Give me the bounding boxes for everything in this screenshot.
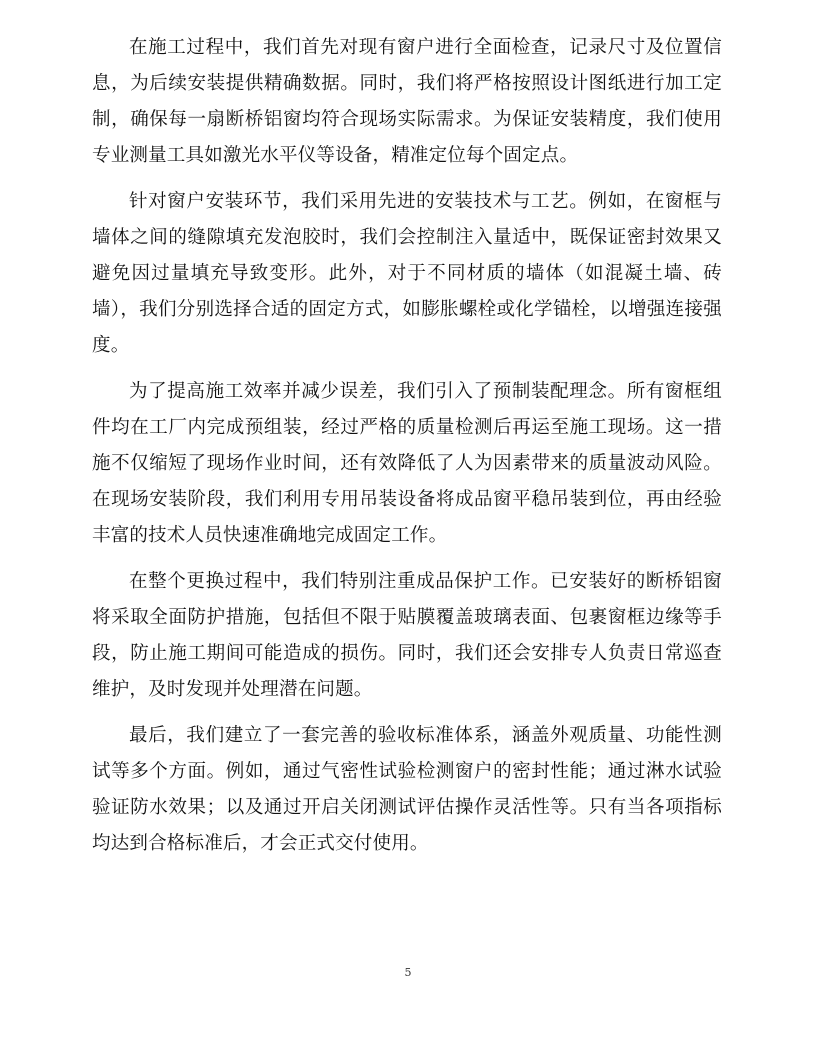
page-number: 5 — [404, 966, 412, 979]
paragraph-protection: 在整个更换过程中，我们特别注重成品保护工作。已安装好的断桥铝窗将采取全面防护措施，包括但不限于贴膜覆盖玻璃表面、包裹窗框边缘等手段，防止施工期间可能造成的损伤。同时，我们还会安排专人负责日常巡查维护，及时发现并处理潜在问题。 — [92, 571, 722, 700]
paragraph-acceptance: 最后，我们建立了一套完善的验收标准体系，涵盖外观质量、功能性测试等多个方面。例如，通过气密性试验检测窗户的密封性能；通过淋水试验验证防水效果；以及通过开启关闭测试评估操作灵活性等。只有当各项指标均达到合格标准后，才会正式交付使用。 — [92, 725, 722, 854]
paragraph-inspection: 在施工过程中，我们首先对现有窗户进行全面检查，记录尺寸及位置信息，为后续安装提供精确数据。同时，我们将严格按照设计图纸进行加工定制，确保每一扇断桥铝窗均符合现场实际需求。为保证安装精度，我们使用专业测量工具如激光水平仪等设备，精准定位每个固定点。 — [92, 37, 722, 166]
document-page — [92, 30, 722, 862]
paragraph-installation: 针对窗户安装环节，我们采用先进的安装技术与工艺。例如，在窗框与墙体之间的缝隙填充发泡胶时，我们会控制注入量适中，既保证密封效果又避免因过量填充导致变形。此外，对于不同材质的墙体（如混凝土墙、砖墙），我们分别选择合适的固定方式，如膨胀螺栓或化学锚栓，以增强连接强度。 — [92, 191, 722, 356]
paragraph-prefabrication: 为了提高施工效率并减少误差，我们引入了预制装配理念。所有窗框组件均在工厂内完成预组装，经过严格的质量检测后再运至施工现场。这一措施不仅缩短了现场作业时间，还有效降低了人为因素带来的质量波动风险。在现场安装阶段，我们利用专用吊装设备将成品窗平稳吊装到位，再由经验丰富的技术人员快速准确地完成固定工作。 — [92, 381, 722, 546]
